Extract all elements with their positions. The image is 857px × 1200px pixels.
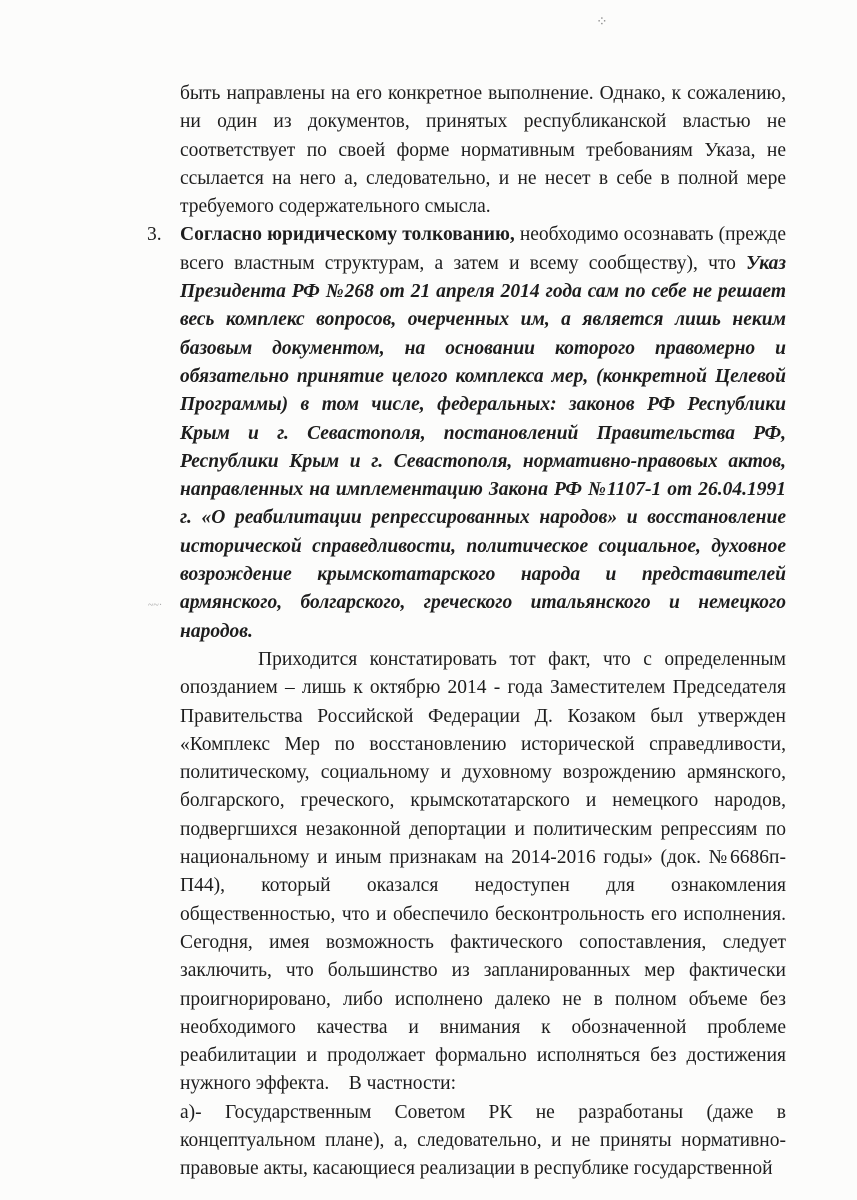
paragraph-main <box>180 646 786 1099</box>
bold-lead: Согласно юридическому толкованию, <box>180 224 515 246</box>
paragraph-continuation: быть направлены на его конкретное выполнение. Однако, к сожалению, ни один из документов, принятых республиканской властью не соответствует по своей форме нормативным требованиям Указа, не ссылается на него а, следовательно, и не несет в себе в полной мере требуемого содержательного смысла. <box>180 83 786 218</box>
list-item-number: 3. <box>147 224 162 246</box>
paragraph-main-text: Приходится констатировать тот факт, что с определенным опозданием – лишь к октябрю 2014 - года Заместителем Председателя Правительства Российской Федерации Д. Козаком был утвержден «Комплекс Мер по восстановлению исторической справедливости, политическому, социальному и духовному возрождению армянского, болгарского, греческого, крымскотатарского и немецкого народов, подвергшихся незаконной депортации и политическим репрессиям по национальному и иным признакам на 2014-2016 годы» (док. №6686п-П44), который оказался недоступен для ознакомления общественностью, что и обеспечило бесконтрольность его исполнения. Сегодня, имея возможность фактического сопоставления, следует заключить, что большинство из запланированных мер фактически проигнорировано, либо исполнено далеко не в полном объеме без необходимого качества и внимания к обозначенной проблеме реабилитации и продолжает формально исполняться без достижения нужного эффекта. <box>180 648 786 1095</box>
list-item-3 <box>147 221 787 645</box>
scan-artifact: ~~· <box>148 600 163 611</box>
paragraph-main-tail: В частности: <box>348 1073 457 1095</box>
document-body <box>147 80 787 1184</box>
item3-text: необходимо осознавать (прежде всего властным структурам, а затем и всему сообществу), что <box>180 224 787 274</box>
item3-emphasis: Указ Президента РФ №268 от 21 апреля 2014 года сам по себе не решает весь комплекс вопросов, очерченных им, а является лишь неким базовым документом, на основании которого правомерно и обязательно принятие целого комплекса мер, (конкретной Целевой Программы) в том числе, федеральных: законов РФ Республики Крым и г. Севастополя, постановлений Правительства РФ, Республики Крым и г. Севастополя, нормативно-правовых актов, направленных на имплементацию Закона РФ №1107-1 от 26.04.1991 г. «О реабилитации репрессированных народов» и восстановление исторической справедливости, политическое социальное, духовное возрождение крымскотатарского народа и представителей армянского, болгарского, греческого итальянского и немецкого народов. <box>180 252 787 642</box>
scan-speck: ⁘ <box>596 15 608 30</box>
list-item-a: а)- Государственным Советом РК не разработаны (даже в концептуальном плане), а, следовательно, и не приняты нормативно-правовые акты, касающиеся реализации в республике государственной <box>180 1101 786 1180</box>
